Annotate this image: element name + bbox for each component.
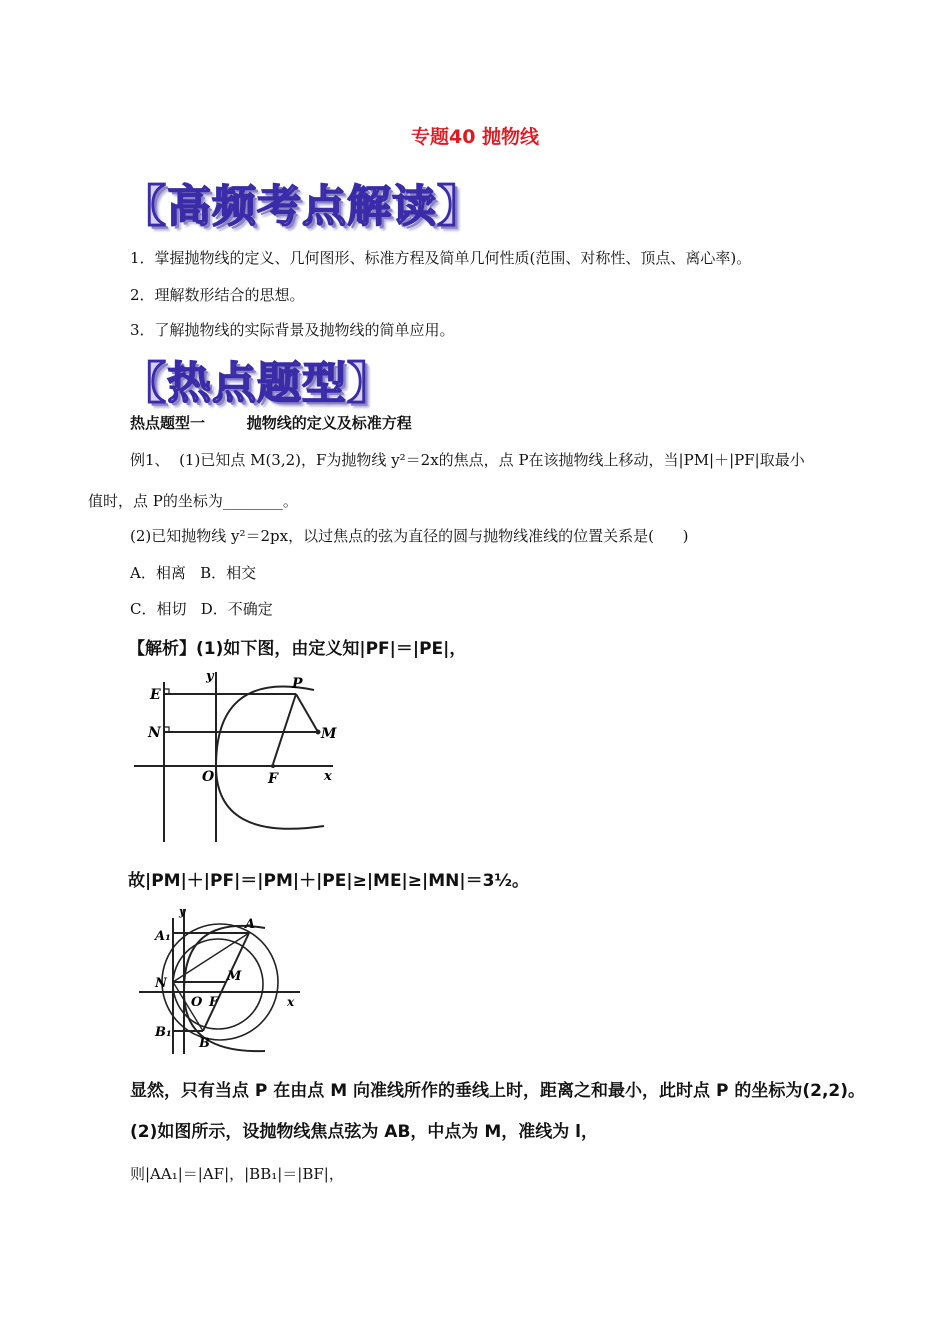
solution-line-3: 显然，只有当点 P 在由点 M 向准线所作的垂线上时，距离之和最小，此时点 P 的坐标为(2,2)。 (130, 1081, 865, 1101)
label-f: F (209, 995, 219, 1010)
figure-parabola-definition (128, 662, 348, 847)
example-options-ab: A．相离 B．相交 (130, 564, 257, 582)
example-line-2: 值时，点 P的坐标为________。 (88, 492, 298, 510)
banner-frequent-points: 【高频考点解读】 (122, 181, 482, 232)
label-b: B (199, 1036, 210, 1051)
label-o: O (202, 769, 215, 785)
solution-line-2: 故|PM|＋|PF|＝|PM|＋|PE|≥|ME|≥|MN|＝3½。 (128, 871, 529, 891)
label-o: O (191, 995, 203, 1010)
label-a: A (245, 917, 256, 932)
label-n: N (155, 976, 167, 991)
solution-line-4: (2)如图所示，设抛物线焦点弦为 AB，中点为 M，准线为 l， (130, 1122, 598, 1142)
section-heading: 热点题型一 抛物线的定义及标准方程 (130, 414, 412, 432)
label-f: F (268, 771, 278, 787)
objective-3: 3．了解抛物线的实际背景及抛物线的简单应用。 (130, 321, 455, 339)
parabola-curve (216, 687, 324, 829)
segment-pf (273, 694, 296, 764)
label-m: M (227, 969, 242, 984)
example-line-1: 例1、 (1)已知点 M(3,2)，F为抛物线 y²＝2x的焦点，点 P在该抛物线上移动，当|PM|＋|PF|取最小 (130, 451, 805, 469)
segment-pm (296, 694, 318, 732)
solution-line-5: 则|AA₁|＝|AF|，|BB₁|＝|BF|， (130, 1165, 344, 1183)
label-a1: A₁ (155, 929, 171, 944)
point-f (271, 764, 275, 768)
banner-hot-topics: 【热点题型】 (122, 358, 392, 409)
point-m (316, 730, 321, 735)
page-title: 专题40 抛物线 (410, 126, 540, 148)
label-y: y (206, 669, 214, 684)
label-x: x (287, 995, 295, 1009)
objective-1: 1．掌握抛物线的定义、几何图形、标准方程及简单几何性质(范围、对称性、顶点、离心率)。 (130, 249, 752, 267)
figure-focal-chord-circle (135, 904, 310, 1059)
label-x: x (324, 769, 332, 784)
objective-2: 2．理解数形结合的思想。 (130, 286, 305, 304)
example-options-cd: C．相切 D．不确定 (130, 600, 273, 618)
label-n: N (148, 725, 161, 741)
label-b1: B₁ (155, 1025, 172, 1040)
label-p: P (292, 676, 303, 692)
label-m: M (321, 726, 337, 742)
label-y: y (179, 905, 186, 918)
example-line-3: (2)已知抛物线 y²＝2px，以过焦点的弦为直径的圆与抛物线准线的位置关系是( ) (130, 527, 689, 545)
label-e: E (150, 687, 161, 703)
solution-line-1: 【解析】(1)如下图，由定义知|PF|＝|PE|， (128, 639, 467, 659)
